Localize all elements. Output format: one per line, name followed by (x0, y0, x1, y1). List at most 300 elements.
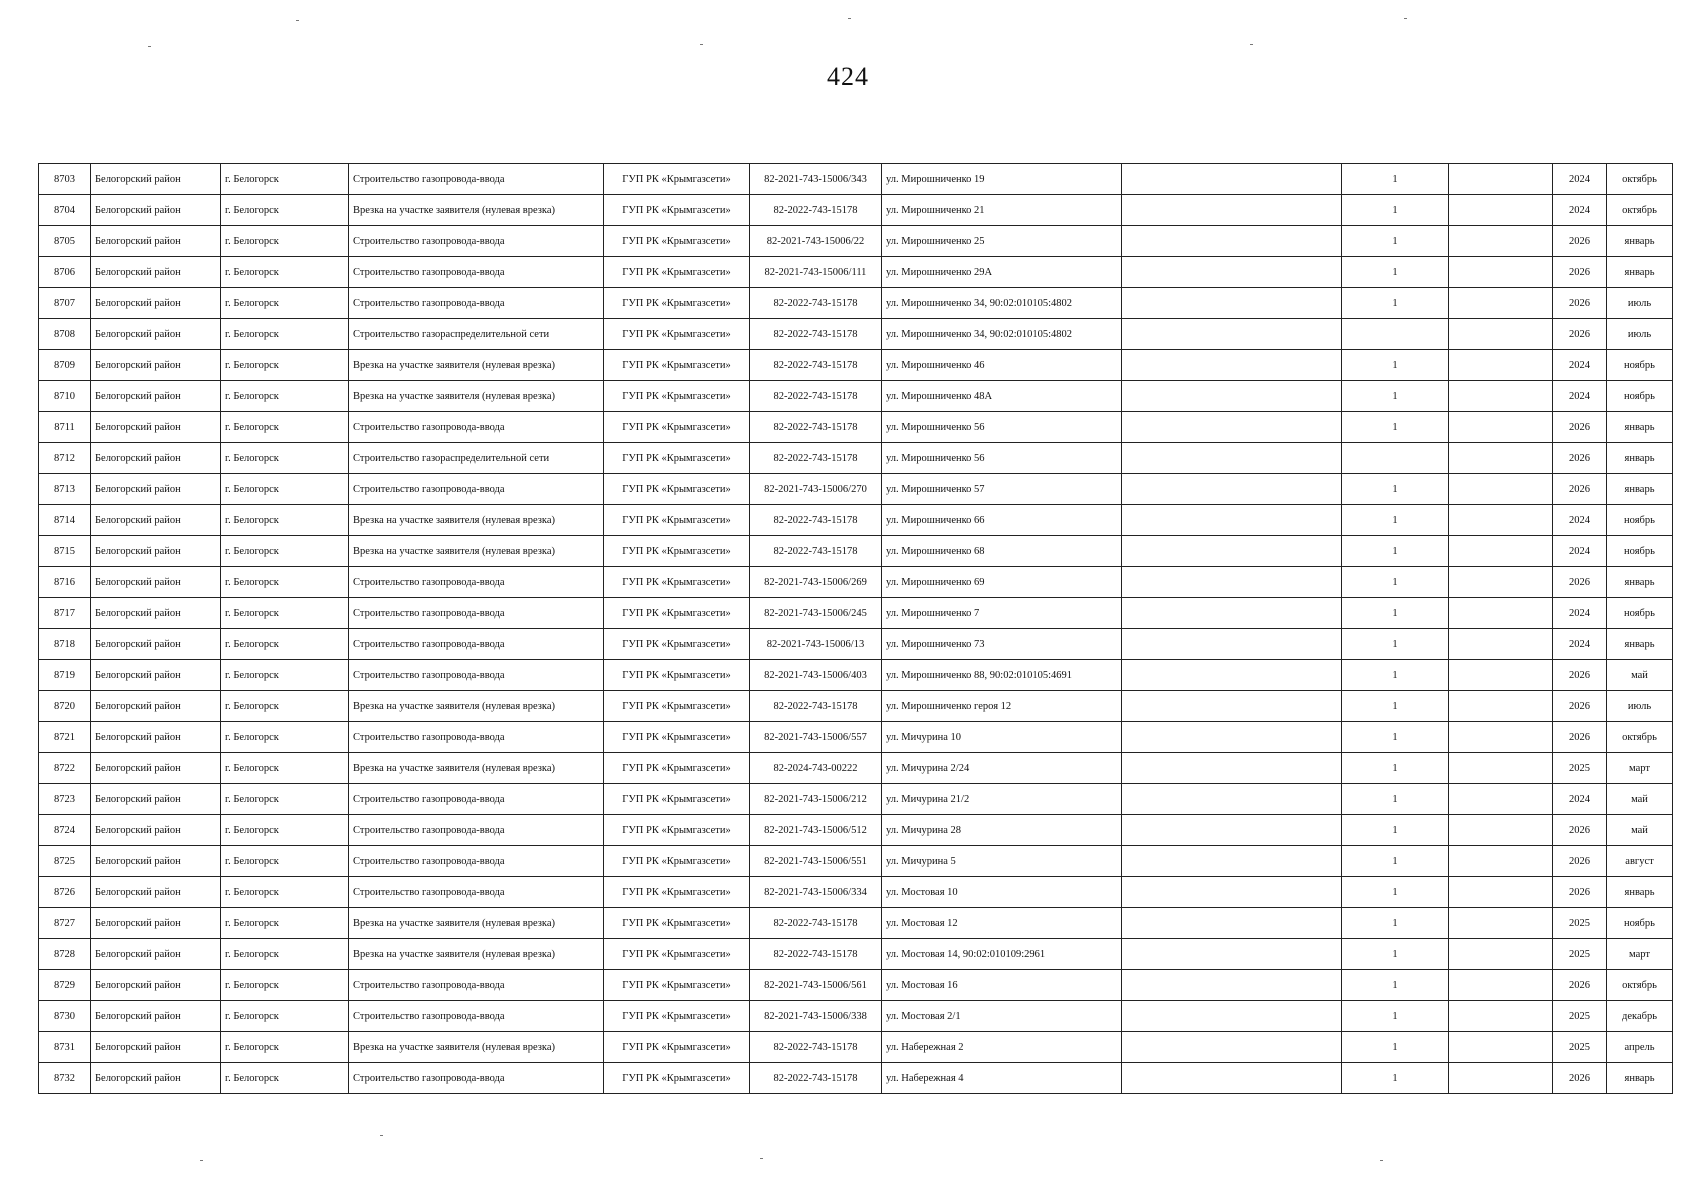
empty-cell (1122, 164, 1342, 195)
row-number: 8721 (39, 722, 91, 753)
address-cell: ул. Мирошниченко 46 (882, 350, 1122, 381)
row-number: 8713 (39, 474, 91, 505)
month-cell: ноябрь (1607, 350, 1673, 381)
work-type-cell: Строительство газопровода-ввода (349, 1001, 604, 1032)
empty-cell (1449, 474, 1553, 505)
empty-cell (1122, 753, 1342, 784)
application-code-cell: 82-2022-743-15178 (750, 288, 882, 319)
work-type-cell: Врезка на участке заявителя (нулевая врезка) (349, 691, 604, 722)
district-cell: Белогорский район (91, 443, 221, 474)
year-cell: 2026 (1553, 288, 1607, 319)
address-cell: ул. Мирошниченко 25 (882, 226, 1122, 257)
year-cell: 2024 (1553, 195, 1607, 226)
month-cell: январь (1607, 567, 1673, 598)
city-cell: г. Белогорск (221, 412, 349, 443)
table-row (39, 722, 1673, 753)
row-number: 8717 (39, 598, 91, 629)
table-row (39, 226, 1673, 257)
city-cell: г. Белогорск (221, 753, 349, 784)
year-cell: 2026 (1553, 722, 1607, 753)
application-code-cell: 82-2022-743-15178 (750, 381, 882, 412)
month-cell: июль (1607, 288, 1673, 319)
row-number: 8724 (39, 815, 91, 846)
organization-cell: ГУП РК «Крымгазсети» (604, 908, 750, 939)
count-cell: 1 (1342, 722, 1449, 753)
application-code-cell: 82-2021-743-15006/512 (750, 815, 882, 846)
work-type-cell: Врезка на участке заявителя (нулевая врезка) (349, 908, 604, 939)
application-code-cell: 82-2021-743-15006/403 (750, 660, 882, 691)
organization-cell: ГУП РК «Крымгазсети» (604, 1001, 750, 1032)
city-cell: г. Белогорск (221, 443, 349, 474)
year-cell: 2026 (1553, 257, 1607, 288)
organization-cell: ГУП РК «Крымгазсети» (604, 598, 750, 629)
count-cell: 1 (1342, 1001, 1449, 1032)
empty-cell (1449, 691, 1553, 722)
work-type-cell: Строительство газопровода-ввода (349, 257, 604, 288)
city-cell: г. Белогорск (221, 226, 349, 257)
address-cell: ул. Мирошниченко 69 (882, 567, 1122, 598)
district-cell: Белогорский район (91, 908, 221, 939)
district-cell: Белогорский район (91, 257, 221, 288)
empty-cell (1449, 877, 1553, 908)
application-code-cell: 82-2021-743-15006/269 (750, 567, 882, 598)
empty-cell (1449, 908, 1553, 939)
work-type-cell: Строительство газопровода-ввода (349, 629, 604, 660)
organization-cell: ГУП РК «Крымгазсети» (604, 846, 750, 877)
table-row (39, 381, 1673, 412)
month-cell: март (1607, 939, 1673, 970)
month-cell: июль (1607, 691, 1673, 722)
district-cell: Белогорский район (91, 598, 221, 629)
year-cell: 2024 (1553, 784, 1607, 815)
month-cell: январь (1607, 443, 1673, 474)
empty-cell (1449, 939, 1553, 970)
table-row (39, 784, 1673, 815)
work-type-cell: Строительство газопровода-ввода (349, 722, 604, 753)
application-code-cell: 82-2021-743-15006/111 (750, 257, 882, 288)
count-cell: 1 (1342, 288, 1449, 319)
work-type-cell: Строительство газопровода-ввода (349, 412, 604, 443)
city-cell: г. Белогорск (221, 257, 349, 288)
address-cell: ул. Мирошниченко 68 (882, 536, 1122, 567)
month-cell: май (1607, 660, 1673, 691)
organization-cell: ГУП РК «Крымгазсети» (604, 660, 750, 691)
organization-cell: ГУП РК «Крымгазсети» (604, 288, 750, 319)
address-cell: ул. Мостовая 2/1 (882, 1001, 1122, 1032)
count-cell: 1 (1342, 846, 1449, 877)
work-type-cell: Врезка на участке заявителя (нулевая врезка) (349, 195, 604, 226)
row-number: 8720 (39, 691, 91, 722)
city-cell: г. Белогорск (221, 877, 349, 908)
year-cell: 2025 (1553, 753, 1607, 784)
work-type-cell: Врезка на участке заявителя (нулевая врезка) (349, 1032, 604, 1063)
empty-cell (1449, 505, 1553, 536)
city-cell: г. Белогорск (221, 195, 349, 226)
table-row (39, 288, 1673, 319)
work-type-cell: Строительство газопровода-ввода (349, 970, 604, 1001)
month-cell: ноябрь (1607, 505, 1673, 536)
count-cell: 1 (1342, 195, 1449, 226)
year-cell: 2025 (1553, 1032, 1607, 1063)
organization-cell: ГУП РК «Крымгазсети» (604, 567, 750, 598)
month-cell: ноябрь (1607, 536, 1673, 567)
work-type-cell: Строительство газопровода-ввода (349, 288, 604, 319)
city-cell: г. Белогорск (221, 164, 349, 195)
application-code-cell: 82-2022-743-15178 (750, 1063, 882, 1094)
table-row (39, 474, 1673, 505)
city-cell: г. Белогорск (221, 846, 349, 877)
empty-cell (1449, 288, 1553, 319)
address-cell: ул. Мирошниченко героя 12 (882, 691, 1122, 722)
row-number: 8722 (39, 753, 91, 784)
month-cell: август (1607, 846, 1673, 877)
count-cell: 1 (1342, 567, 1449, 598)
work-type-cell: Строительство газопровода-ввода (349, 877, 604, 908)
count-cell: 1 (1342, 474, 1449, 505)
organization-cell: ГУП РК «Крымгазсети» (604, 1032, 750, 1063)
city-cell: г. Белогорск (221, 1001, 349, 1032)
row-number: 8725 (39, 846, 91, 877)
table-row (39, 598, 1673, 629)
empty-cell (1122, 350, 1342, 381)
work-type-cell: Строительство газопровода-ввода (349, 598, 604, 629)
organization-cell: ГУП РК «Крымгазсети» (604, 753, 750, 784)
row-number: 8731 (39, 1032, 91, 1063)
district-cell: Белогорский район (91, 319, 221, 350)
month-cell: октябрь (1607, 722, 1673, 753)
city-cell: г. Белогорск (221, 691, 349, 722)
year-cell: 2026 (1553, 970, 1607, 1001)
district-cell: Белогорский район (91, 505, 221, 536)
table-row (39, 1063, 1673, 1094)
empty-cell (1122, 629, 1342, 660)
application-code-cell: 82-2021-743-15006/334 (750, 877, 882, 908)
year-cell: 2024 (1553, 350, 1607, 381)
work-type-cell: Строительство газораспределительной сети (349, 443, 604, 474)
year-cell: 2025 (1553, 939, 1607, 970)
address-cell: ул. Мостовая 16 (882, 970, 1122, 1001)
city-cell: г. Белогорск (221, 660, 349, 691)
table-row (39, 815, 1673, 846)
count-cell (1342, 319, 1449, 350)
empty-cell (1449, 1001, 1553, 1032)
count-cell: 1 (1342, 536, 1449, 567)
district-cell: Белогорский район (91, 164, 221, 195)
year-cell: 2024 (1553, 505, 1607, 536)
work-type-cell: Строительство газопровода-ввода (349, 815, 604, 846)
city-cell: г. Белогорск (221, 474, 349, 505)
row-number: 8732 (39, 1063, 91, 1094)
district-cell: Белогорский район (91, 970, 221, 1001)
year-cell: 2026 (1553, 691, 1607, 722)
district-cell: Белогорский район (91, 784, 221, 815)
month-cell: май (1607, 815, 1673, 846)
district-cell: Белогорский район (91, 288, 221, 319)
table-row (39, 319, 1673, 350)
organization-cell: ГУП РК «Крымгазсети» (604, 350, 750, 381)
table-row (39, 536, 1673, 567)
application-code-cell: 82-2022-743-15178 (750, 536, 882, 567)
address-cell: ул. Мирошниченко 21 (882, 195, 1122, 226)
empty-cell (1122, 1063, 1342, 1094)
empty-cell (1449, 226, 1553, 257)
district-cell: Белогорский район (91, 939, 221, 970)
organization-cell: ГУП РК «Крымгазсети» (604, 381, 750, 412)
district-cell: Белогорский район (91, 846, 221, 877)
address-cell: ул. Мичурина 5 (882, 846, 1122, 877)
count-cell: 1 (1342, 877, 1449, 908)
application-code-cell: 82-2021-743-15006/13 (750, 629, 882, 660)
address-cell: ул. Набережная 4 (882, 1063, 1122, 1094)
year-cell: 2026 (1553, 815, 1607, 846)
organization-cell: ГУП РК «Крымгазсети» (604, 722, 750, 753)
organization-cell: ГУП РК «Крымгазсети» (604, 1063, 750, 1094)
empty-cell (1122, 691, 1342, 722)
count-cell (1342, 443, 1449, 474)
empty-cell (1122, 877, 1342, 908)
count-cell: 1 (1342, 226, 1449, 257)
table-row (39, 1032, 1673, 1063)
empty-cell (1449, 443, 1553, 474)
empty-cell (1122, 195, 1342, 226)
city-cell: г. Белогорск (221, 939, 349, 970)
empty-cell (1122, 660, 1342, 691)
address-cell: ул. Мирошниченко 56 (882, 443, 1122, 474)
empty-cell (1449, 722, 1553, 753)
table-body (39, 164, 1673, 1094)
row-number: 8703 (39, 164, 91, 195)
organization-cell: ГУП РК «Крымгазсети» (604, 412, 750, 443)
address-cell: ул. Мирошниченко 73 (882, 629, 1122, 660)
work-type-cell: Строительство газораспределительной сети (349, 319, 604, 350)
year-cell: 2025 (1553, 908, 1607, 939)
work-type-cell: Строительство газопровода-ввода (349, 567, 604, 598)
row-number: 8718 (39, 629, 91, 660)
count-cell: 1 (1342, 629, 1449, 660)
district-cell: Белогорский район (91, 753, 221, 784)
year-cell: 2026 (1553, 474, 1607, 505)
table-row (39, 970, 1673, 1001)
district-cell: Белогорский район (91, 412, 221, 443)
empty-cell (1122, 505, 1342, 536)
count-cell: 1 (1342, 753, 1449, 784)
month-cell: январь (1607, 257, 1673, 288)
count-cell: 1 (1342, 1032, 1449, 1063)
district-cell: Белогорский район (91, 1001, 221, 1032)
application-code-cell: 82-2022-743-15178 (750, 319, 882, 350)
month-cell: март (1607, 753, 1673, 784)
organization-cell: ГУП РК «Крымгазсети» (604, 226, 750, 257)
year-cell: 2026 (1553, 1063, 1607, 1094)
district-cell: Белогорский район (91, 722, 221, 753)
application-code-cell: 82-2021-743-15006/212 (750, 784, 882, 815)
work-type-cell: Строительство газопровода-ввода (349, 846, 604, 877)
application-code-cell: 82-2022-743-15178 (750, 443, 882, 474)
work-type-cell: Врезка на участке заявителя (нулевая врезка) (349, 350, 604, 381)
empty-cell (1449, 381, 1553, 412)
count-cell: 1 (1342, 970, 1449, 1001)
empty-cell (1122, 1001, 1342, 1032)
organization-cell: ГУП РК «Крымгазсети» (604, 815, 750, 846)
month-cell: октябрь (1607, 164, 1673, 195)
count-cell: 1 (1342, 660, 1449, 691)
empty-cell (1449, 567, 1553, 598)
organization-cell: ГУП РК «Крымгазсети» (604, 443, 750, 474)
address-cell: ул. Мирошниченко 48А (882, 381, 1122, 412)
city-cell: г. Белогорск (221, 1032, 349, 1063)
work-type-cell: Строительство газопровода-ввода (349, 164, 604, 195)
organization-cell: ГУП РК «Крымгазсети» (604, 877, 750, 908)
count-cell: 1 (1342, 505, 1449, 536)
city-cell: г. Белогорск (221, 970, 349, 1001)
year-cell: 2026 (1553, 877, 1607, 908)
count-cell: 1 (1342, 939, 1449, 970)
row-number: 8711 (39, 412, 91, 443)
table-row (39, 412, 1673, 443)
empty-cell (1122, 288, 1342, 319)
row-number: 8708 (39, 319, 91, 350)
month-cell: декабрь (1607, 1001, 1673, 1032)
organization-cell: ГУП РК «Крымгазсети» (604, 474, 750, 505)
address-cell: ул. Мирошниченко 88, 90:02:010105:4691 (882, 660, 1122, 691)
work-type-cell: Строительство газопровода-ввода (349, 1063, 604, 1094)
page-number: 424 (827, 62, 869, 91)
gas-connections-table (38, 163, 1673, 1094)
address-cell: ул. Мичурина 21/2 (882, 784, 1122, 815)
empty-cell (1122, 443, 1342, 474)
empty-cell (1122, 939, 1342, 970)
work-type-cell: Строительство газопровода-ввода (349, 784, 604, 815)
table-row (39, 846, 1673, 877)
row-number: 8715 (39, 536, 91, 567)
table-row (39, 908, 1673, 939)
city-cell: г. Белогорск (221, 505, 349, 536)
count-cell: 1 (1342, 598, 1449, 629)
month-cell: ноябрь (1607, 598, 1673, 629)
year-cell: 2026 (1553, 660, 1607, 691)
application-code-cell: 82-2021-743-15006/245 (750, 598, 882, 629)
table-row (39, 257, 1673, 288)
address-cell: ул. Мирошниченко 34, 90:02:010105:4802 (882, 288, 1122, 319)
organization-cell: ГУП РК «Крымгазсети» (604, 970, 750, 1001)
count-cell: 1 (1342, 815, 1449, 846)
empty-cell (1449, 350, 1553, 381)
district-cell: Белогорский район (91, 815, 221, 846)
year-cell: 2024 (1553, 536, 1607, 567)
empty-cell (1449, 319, 1553, 350)
organization-cell: ГУП РК «Крымгазсети» (604, 257, 750, 288)
year-cell: 2026 (1553, 846, 1607, 877)
district-cell: Белогорский район (91, 350, 221, 381)
row-number: 8709 (39, 350, 91, 381)
district-cell: Белогорский район (91, 877, 221, 908)
city-cell: г. Белогорск (221, 598, 349, 629)
organization-cell: ГУП РК «Крымгазсети» (604, 691, 750, 722)
address-cell: ул. Мостовая 10 (882, 877, 1122, 908)
district-cell: Белогорский район (91, 381, 221, 412)
organization-cell: ГУП РК «Крымгазсети» (604, 195, 750, 226)
city-cell: г. Белогорск (221, 536, 349, 567)
empty-cell (1122, 226, 1342, 257)
address-cell: ул. Мирошниченко 19 (882, 164, 1122, 195)
table-row (39, 939, 1673, 970)
count-cell: 1 (1342, 1063, 1449, 1094)
empty-cell (1449, 784, 1553, 815)
row-number: 8705 (39, 226, 91, 257)
row-number: 8706 (39, 257, 91, 288)
work-type-cell: Строительство газопровода-ввода (349, 474, 604, 505)
month-cell: май (1607, 784, 1673, 815)
row-number: 8729 (39, 970, 91, 1001)
table-row (39, 660, 1673, 691)
work-type-cell: Строительство газопровода-ввода (349, 226, 604, 257)
empty-cell (1449, 629, 1553, 660)
year-cell: 2024 (1553, 629, 1607, 660)
application-code-cell: 82-2021-743-15006/338 (750, 1001, 882, 1032)
empty-cell (1449, 195, 1553, 226)
application-code-cell: 82-2022-743-15178 (750, 195, 882, 226)
application-code-cell: 82-2021-743-15006/343 (750, 164, 882, 195)
year-cell: 2025 (1553, 1001, 1607, 1032)
row-number: 8712 (39, 443, 91, 474)
month-cell: октябрь (1607, 970, 1673, 1001)
application-code-cell: 82-2022-743-15178 (750, 412, 882, 443)
empty-cell (1449, 815, 1553, 846)
application-code-cell: 82-2021-743-15006/557 (750, 722, 882, 753)
month-cell: ноябрь (1607, 908, 1673, 939)
district-cell: Белогорский район (91, 195, 221, 226)
city-cell: г. Белогорск (221, 722, 349, 753)
work-type-cell: Врезка на участке заявителя (нулевая врезка) (349, 939, 604, 970)
empty-cell (1449, 970, 1553, 1001)
work-type-cell: Врезка на участке заявителя (нулевая врезка) (349, 505, 604, 536)
address-cell: ул. Мирошниченко 57 (882, 474, 1122, 505)
district-cell: Белогорский район (91, 226, 221, 257)
year-cell: 2026 (1553, 319, 1607, 350)
address-cell: ул. Мирошниченко 66 (882, 505, 1122, 536)
application-code-cell: 82-2024-743-00222 (750, 753, 882, 784)
address-cell: ул. Мирошниченко 29А (882, 257, 1122, 288)
empty-cell (1122, 908, 1342, 939)
organization-cell: ГУП РК «Крымгазсети» (604, 319, 750, 350)
application-code-cell: 82-2021-743-15006/561 (750, 970, 882, 1001)
count-cell: 1 (1342, 784, 1449, 815)
empty-cell (1449, 753, 1553, 784)
row-number: 8710 (39, 381, 91, 412)
row-number: 8726 (39, 877, 91, 908)
application-code-cell: 82-2022-743-15178 (750, 939, 882, 970)
empty-cell (1449, 846, 1553, 877)
empty-cell (1122, 257, 1342, 288)
empty-cell (1122, 970, 1342, 1001)
address-cell: ул. Мирошниченко 7 (882, 598, 1122, 629)
year-cell: 2026 (1553, 567, 1607, 598)
city-cell: г. Белогорск (221, 350, 349, 381)
table-row (39, 753, 1673, 784)
row-number: 8730 (39, 1001, 91, 1032)
year-cell: 2026 (1553, 443, 1607, 474)
empty-cell (1122, 412, 1342, 443)
empty-cell (1449, 536, 1553, 567)
table-row (39, 567, 1673, 598)
table-row (39, 629, 1673, 660)
month-cell: октябрь (1607, 195, 1673, 226)
year-cell: 2024 (1553, 381, 1607, 412)
city-cell: г. Белогорск (221, 815, 349, 846)
row-number: 8704 (39, 195, 91, 226)
month-cell: ноябрь (1607, 381, 1673, 412)
application-code-cell: 82-2021-743-15006/22 (750, 226, 882, 257)
